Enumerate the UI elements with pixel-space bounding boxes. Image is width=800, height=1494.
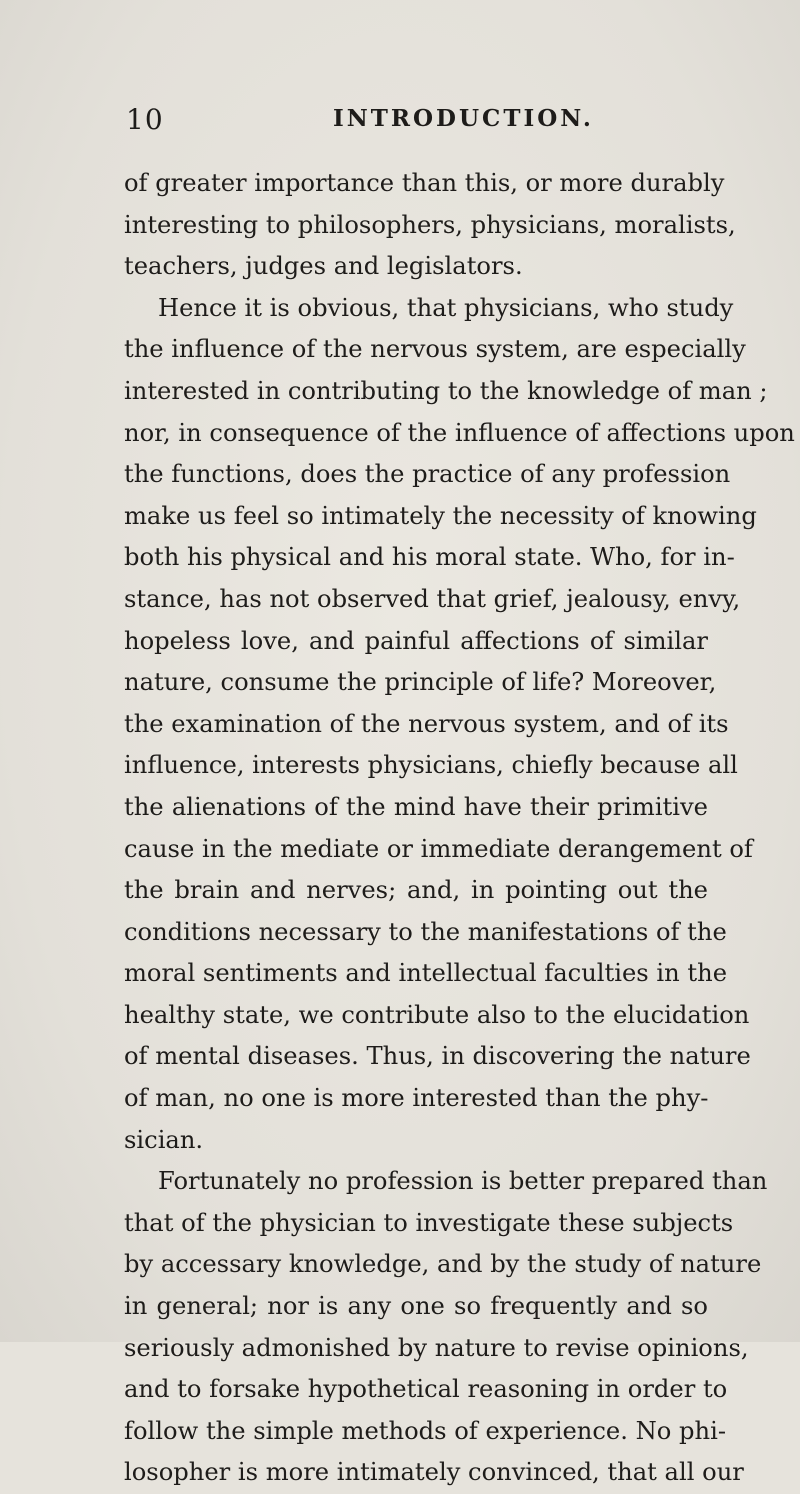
text-line: the functions, does the practice of any profession [124, 460, 731, 489]
text-line: of greater importance than this, or more durably [124, 169, 725, 197]
text-line: Hence it is obvious, that physicians, who study [158, 293, 734, 322]
text-line: make us feel so intimately the necessity of knowing [124, 501, 757, 530]
text-line: the alienations of the mind have their primitive [124, 792, 708, 821]
text-line: nor, in consequence of the influence of affections upon [124, 418, 795, 447]
text-line: in general; nor is any one so frequently and so [124, 1292, 708, 1321]
text-line: interesting to philosophers, physicians, moralists, [124, 210, 736, 239]
page-number: 10 [126, 103, 164, 136]
text-line: sician. [124, 1125, 204, 1154]
text-line: conditions necessary to the manifestations of the [124, 917, 727, 946]
text-line: moral sentiments and intellectual faculties in the [124, 959, 728, 988]
text-line: seriously admonished by nature to revise opinions, [124, 1333, 749, 1362]
text-line: of man, no one is more interested than the phy- [124, 1084, 709, 1113]
text-line: influence, interests physicians, chiefly because all [124, 751, 738, 780]
text-line: teachers, judges and legislators. [124, 252, 523, 281]
running-title: INTRODUCTION. [333, 105, 594, 132]
text-line: nature, consume the principle of life? Moreover, [124, 668, 717, 697]
text-line: the examination of the nervous system, and of its [124, 709, 729, 738]
text-line: Fortunately no profession is better prepared than [158, 1167, 768, 1196]
text-line: both his physical and his moral state. Who, for in- [124, 543, 735, 572]
text-line: by accessary knowledge, and by the study of nature [124, 1250, 762, 1279]
text-line: cause in the mediate or immediate derangement of [124, 834, 753, 863]
text-line: follow the simple methods of experience. No phi- [124, 1416, 727, 1445]
text-line: the brain and nerves; and, in pointing out the [124, 876, 708, 905]
text-line: hopeless love, and painful affections of similar [124, 626, 708, 655]
text-line: that of the physician to investigate these subjects [124, 1208, 734, 1237]
running-head [0, 103, 800, 143]
text-line: the influence of the nervous system, are especially [124, 335, 746, 364]
text-line: and to forsake hypothetical reasoning in order to [124, 1375, 728, 1404]
body-text [124, 163, 795, 1494]
text-line: interested in contributing to the knowledge of man ; [124, 376, 768, 405]
text-line: stance, has not observed that grief, jealousy, envy, [124, 584, 741, 613]
text-line: losopher is more intimately convinced, that all our [124, 1458, 744, 1487]
text-line: of mental diseases. Thus, in discovering the nature [124, 1042, 751, 1071]
text-line: healthy state, we contribute also to the elucidation [124, 1000, 750, 1029]
